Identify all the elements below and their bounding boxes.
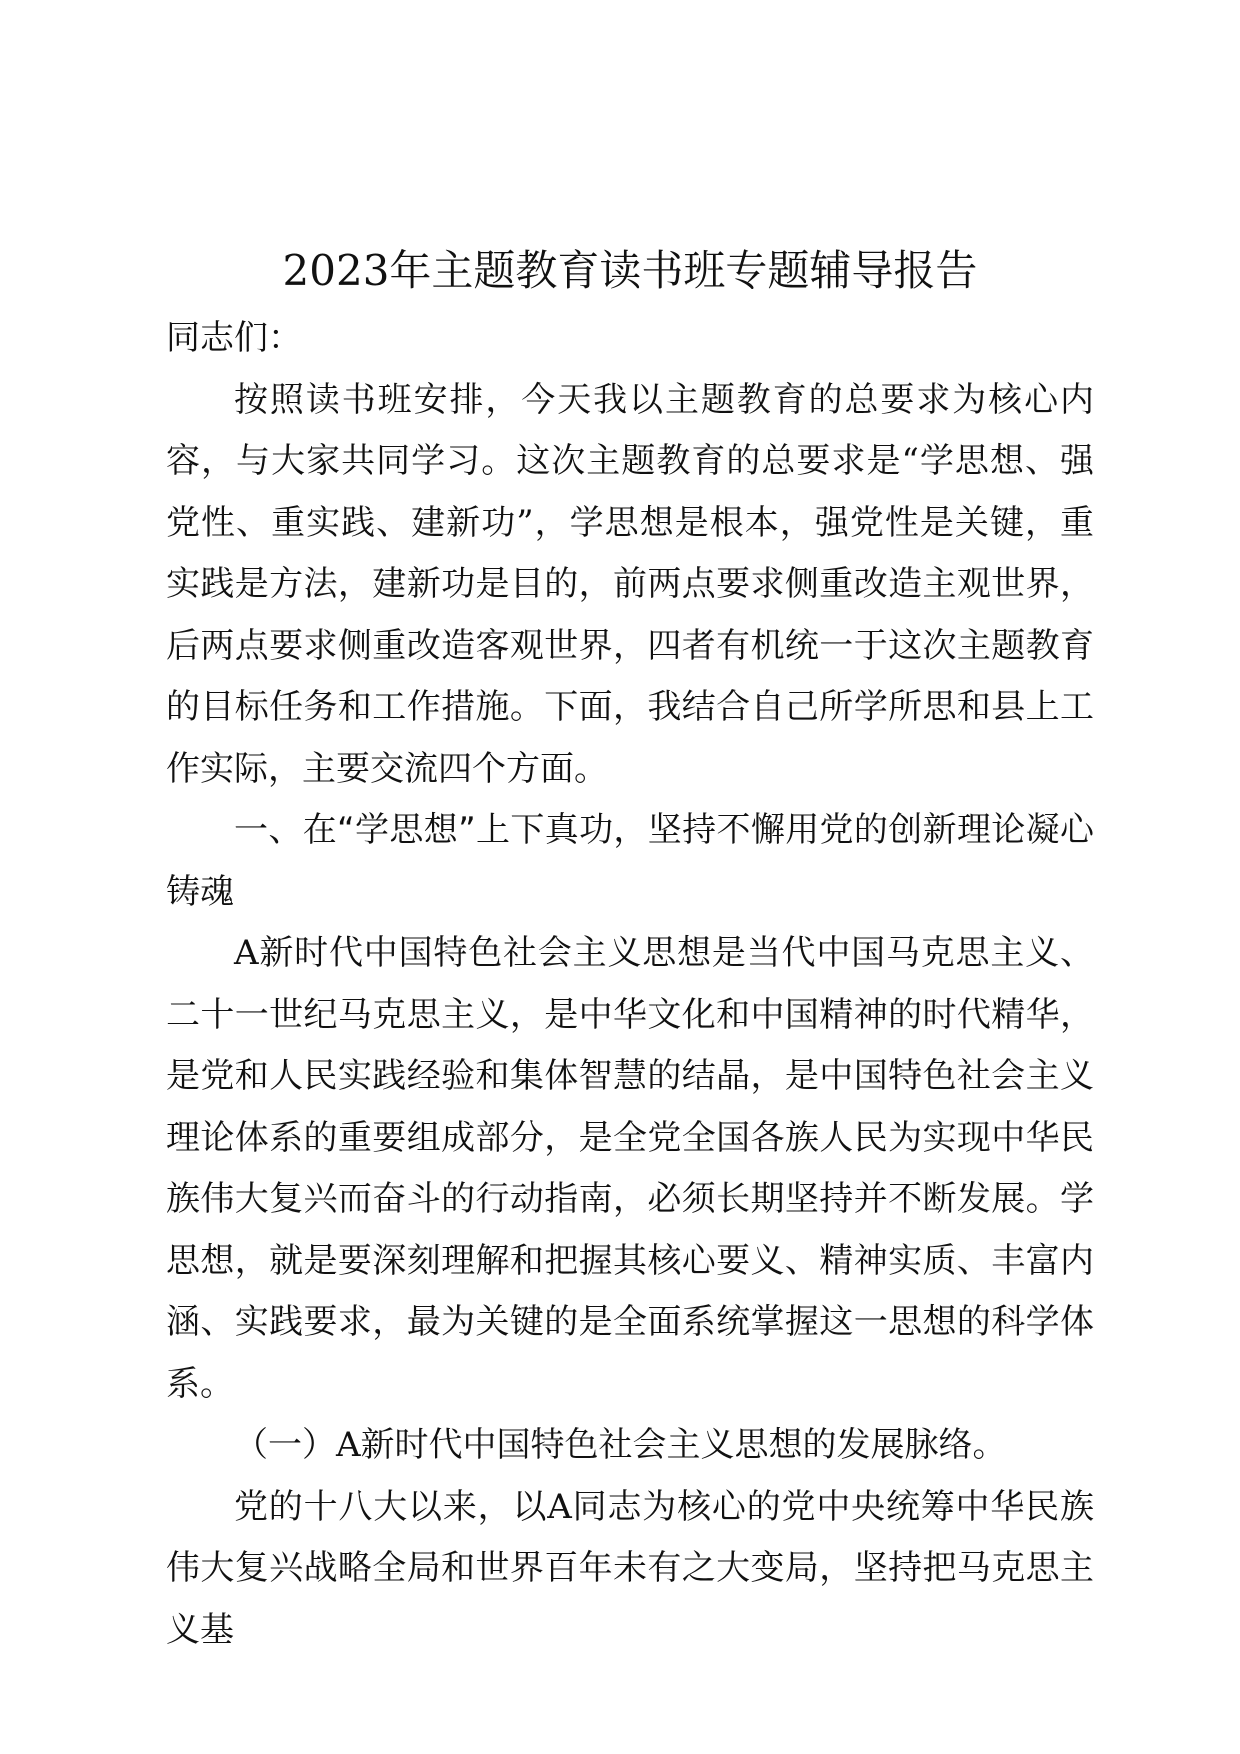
paragraph-intro: 按照读书班安排，今天我以主题教育的总要求为核心内容，与大家共同学习。这次主题教育的总要求是“学思想、强党性、重实践、建新功”，学思想是根本，强党性是关键，重实践是方法，建新功是目的，前两点要求侧重改造主观世界，后两点要求侧重改造客观世界，四者有机统一于这次主题教育的目标任务和工作措施。下面，我结合自己所学所思和县上工作实际，主要交流四个方面。 — [166, 379, 1094, 789]
subsection-heading-1: （一）A新时代中国特色社会主义思想的发展脉络。 — [234, 1425, 1007, 1465]
document-title: 2023年主题教育读书班专题辅导报告 — [282, 246, 978, 295]
paragraph-section-1: A新时代中国特色社会主义思想是当代中国马克思主义、二十一世纪马克思主义，是中华文化和中国精神的时代精华，是党和人民实践经验和集体智慧的结晶，是中国特色社会主义理论体系的重要组成部分，是全党全国各族人民为实现中华民族伟大复兴而奋斗的行动指南，必须长期坚持并不断发展。学思想，就是要深刻理解和把握其核心要义、精神实质、丰富内涵、实践要求，最为关键的是全面系统掌握这一思想的科学体系。 — [166, 933, 1094, 1404]
paragraph-subsection-1: 党的十八大以来，以A同志为核心的党中央统筹中华民族伟大复兴战略全局和世界百年未有之大变局，坚持把马克思主义基 — [166, 1486, 1094, 1650]
section-heading-1: 一、在“学思想”上下真功，坚持不懈用党的创新理论凝心铸魂 — [166, 810, 1094, 912]
salutation: 同志们： — [166, 318, 302, 358]
document-page — [166, 240, 1094, 1661]
